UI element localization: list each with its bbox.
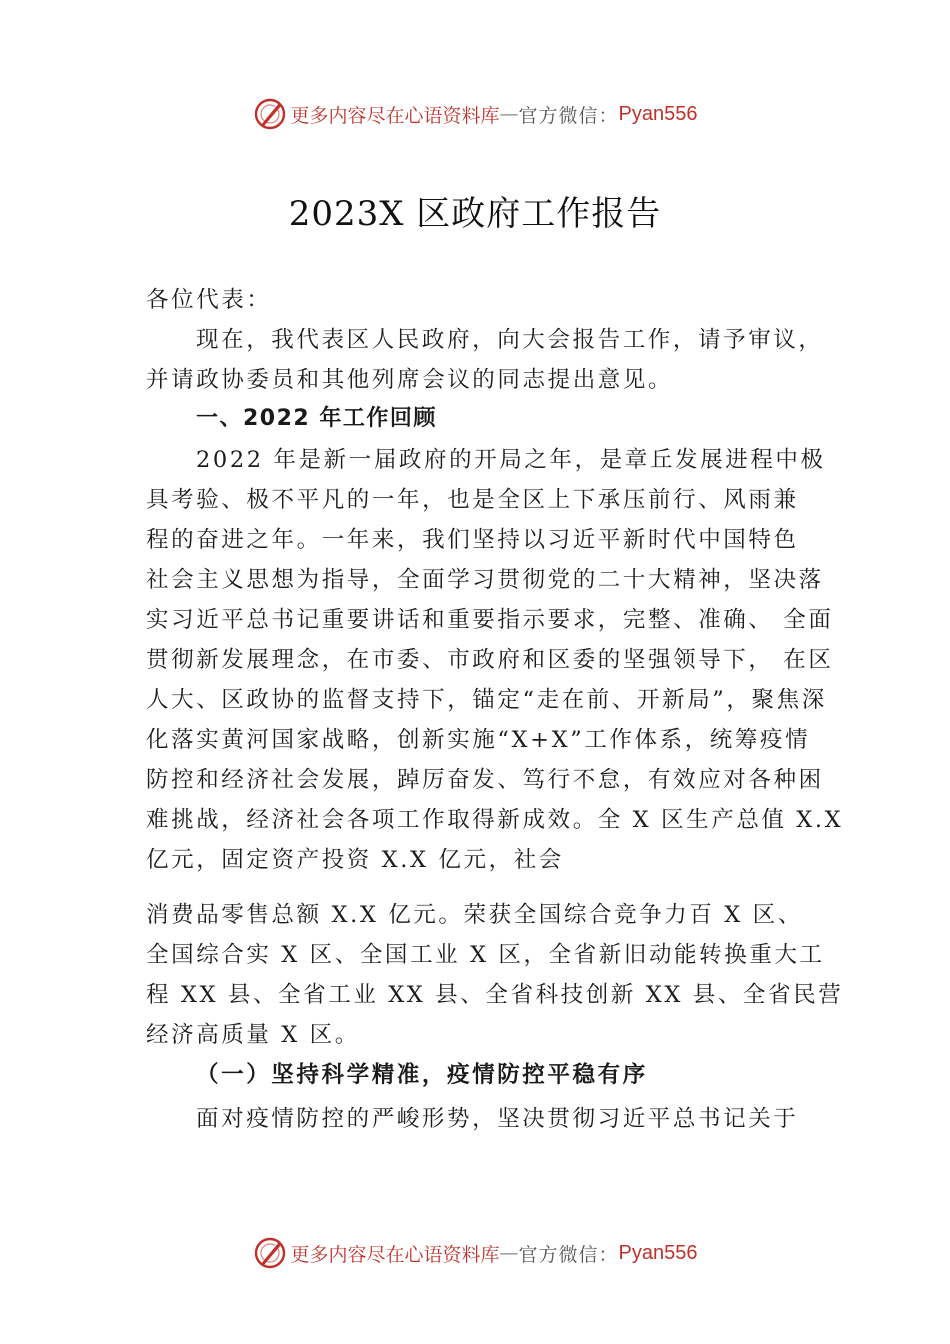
quill-seal-icon (253, 1236, 287, 1270)
intro-line: 并请政协委员和其他列席会议的同志提出意见。 (146, 367, 674, 393)
section-heading: 一、2022 年工作回顾 (196, 406, 437, 431)
paragraph-line: 2022 年是新一届政府的开局之年，是章丘发展进程中极 (196, 447, 826, 473)
watermark-wechat-id: Pyan556 (618, 1241, 698, 1264)
paragraph-line: 程 XX 县、全省工业 XX 县、全省科技创新 XX 县、全省民营 (146, 982, 844, 1008)
paragraph-line: 化落实黄河国家战略，创新实施“X+X”工作体系，统筹疫情 (146, 727, 811, 753)
paragraph-line: 程的奋进之年。一年来，我们坚持以习近平新时代中国特色 (146, 527, 799, 553)
paragraph-line: 消费品零售总额 X.X 亿元。荣获全国综合竞争力百 X 区、 (146, 902, 803, 928)
watermark-main-text: 更多内容尽在心语资料库 (290, 104, 500, 127)
paragraph-line: 具考验、极不平凡的一年，也是全区上下承压前行、风雨兼 (146, 487, 799, 513)
paragraph-line: 贯彻新发展理念，在市委、市政府和区委的坚强领导下， 在区 (146, 647, 834, 673)
quill-seal-icon (253, 97, 287, 131)
intro-line: 现在，我代表区人民政府，向大会报告工作，请予审议， (196, 327, 824, 353)
watermark-banner-bottom (0, 1233, 950, 1273)
watermark-label: 官方微信： (518, 1243, 619, 1266)
watermark-separator: — (499, 103, 519, 125)
watermark-separator: — (499, 1242, 519, 1264)
paragraph-line: 难挑战，经济社会各项工作取得新成效。全 X 区生产总值 X.X (146, 807, 844, 833)
watermark-banner-top (0, 94, 950, 134)
paragraph-line: 面对疫情防控的严峻形势，坚决贯彻习近平总书记关于 (196, 1106, 799, 1132)
watermark-wechat-id: Pyan556 (618, 102, 698, 125)
paragraph-line: 全国综合实 X 区、全国工业 X 区，全省新旧动能转换重大工 (146, 942, 825, 968)
watermark-label: 官方微信： (518, 104, 619, 127)
paragraph-line: 防控和经济社会发展，踔厉奋发、笃行不怠，有效应对各种困 (146, 767, 824, 793)
salutation: 各位代表： (146, 287, 272, 313)
paragraph-line: 经济高质量 X 区。 (146, 1022, 360, 1048)
document-title: 2023X 区政府工作报告 (288, 194, 662, 234)
paragraph-line: 人大、区政协的监督支持下，锚定“走在前、开新局”，聚焦深 (146, 687, 827, 713)
paragraph-line: 社会主义思想为指导，全面学习贯彻党的二十大精神，坚决落 (146, 567, 824, 593)
subsection-heading: （一）坚持科学精准，疫情防控平稳有序 (196, 1062, 648, 1088)
paragraph-line: 实习近平总书记重要讲话和重要指示要求，完整、准确、 全面 (146, 607, 834, 633)
watermark-main-text: 更多内容尽在心语资料库 (290, 1243, 500, 1266)
paragraph-line: 亿元，固定资产投资 X.X 亿元，社会 (146, 847, 564, 873)
